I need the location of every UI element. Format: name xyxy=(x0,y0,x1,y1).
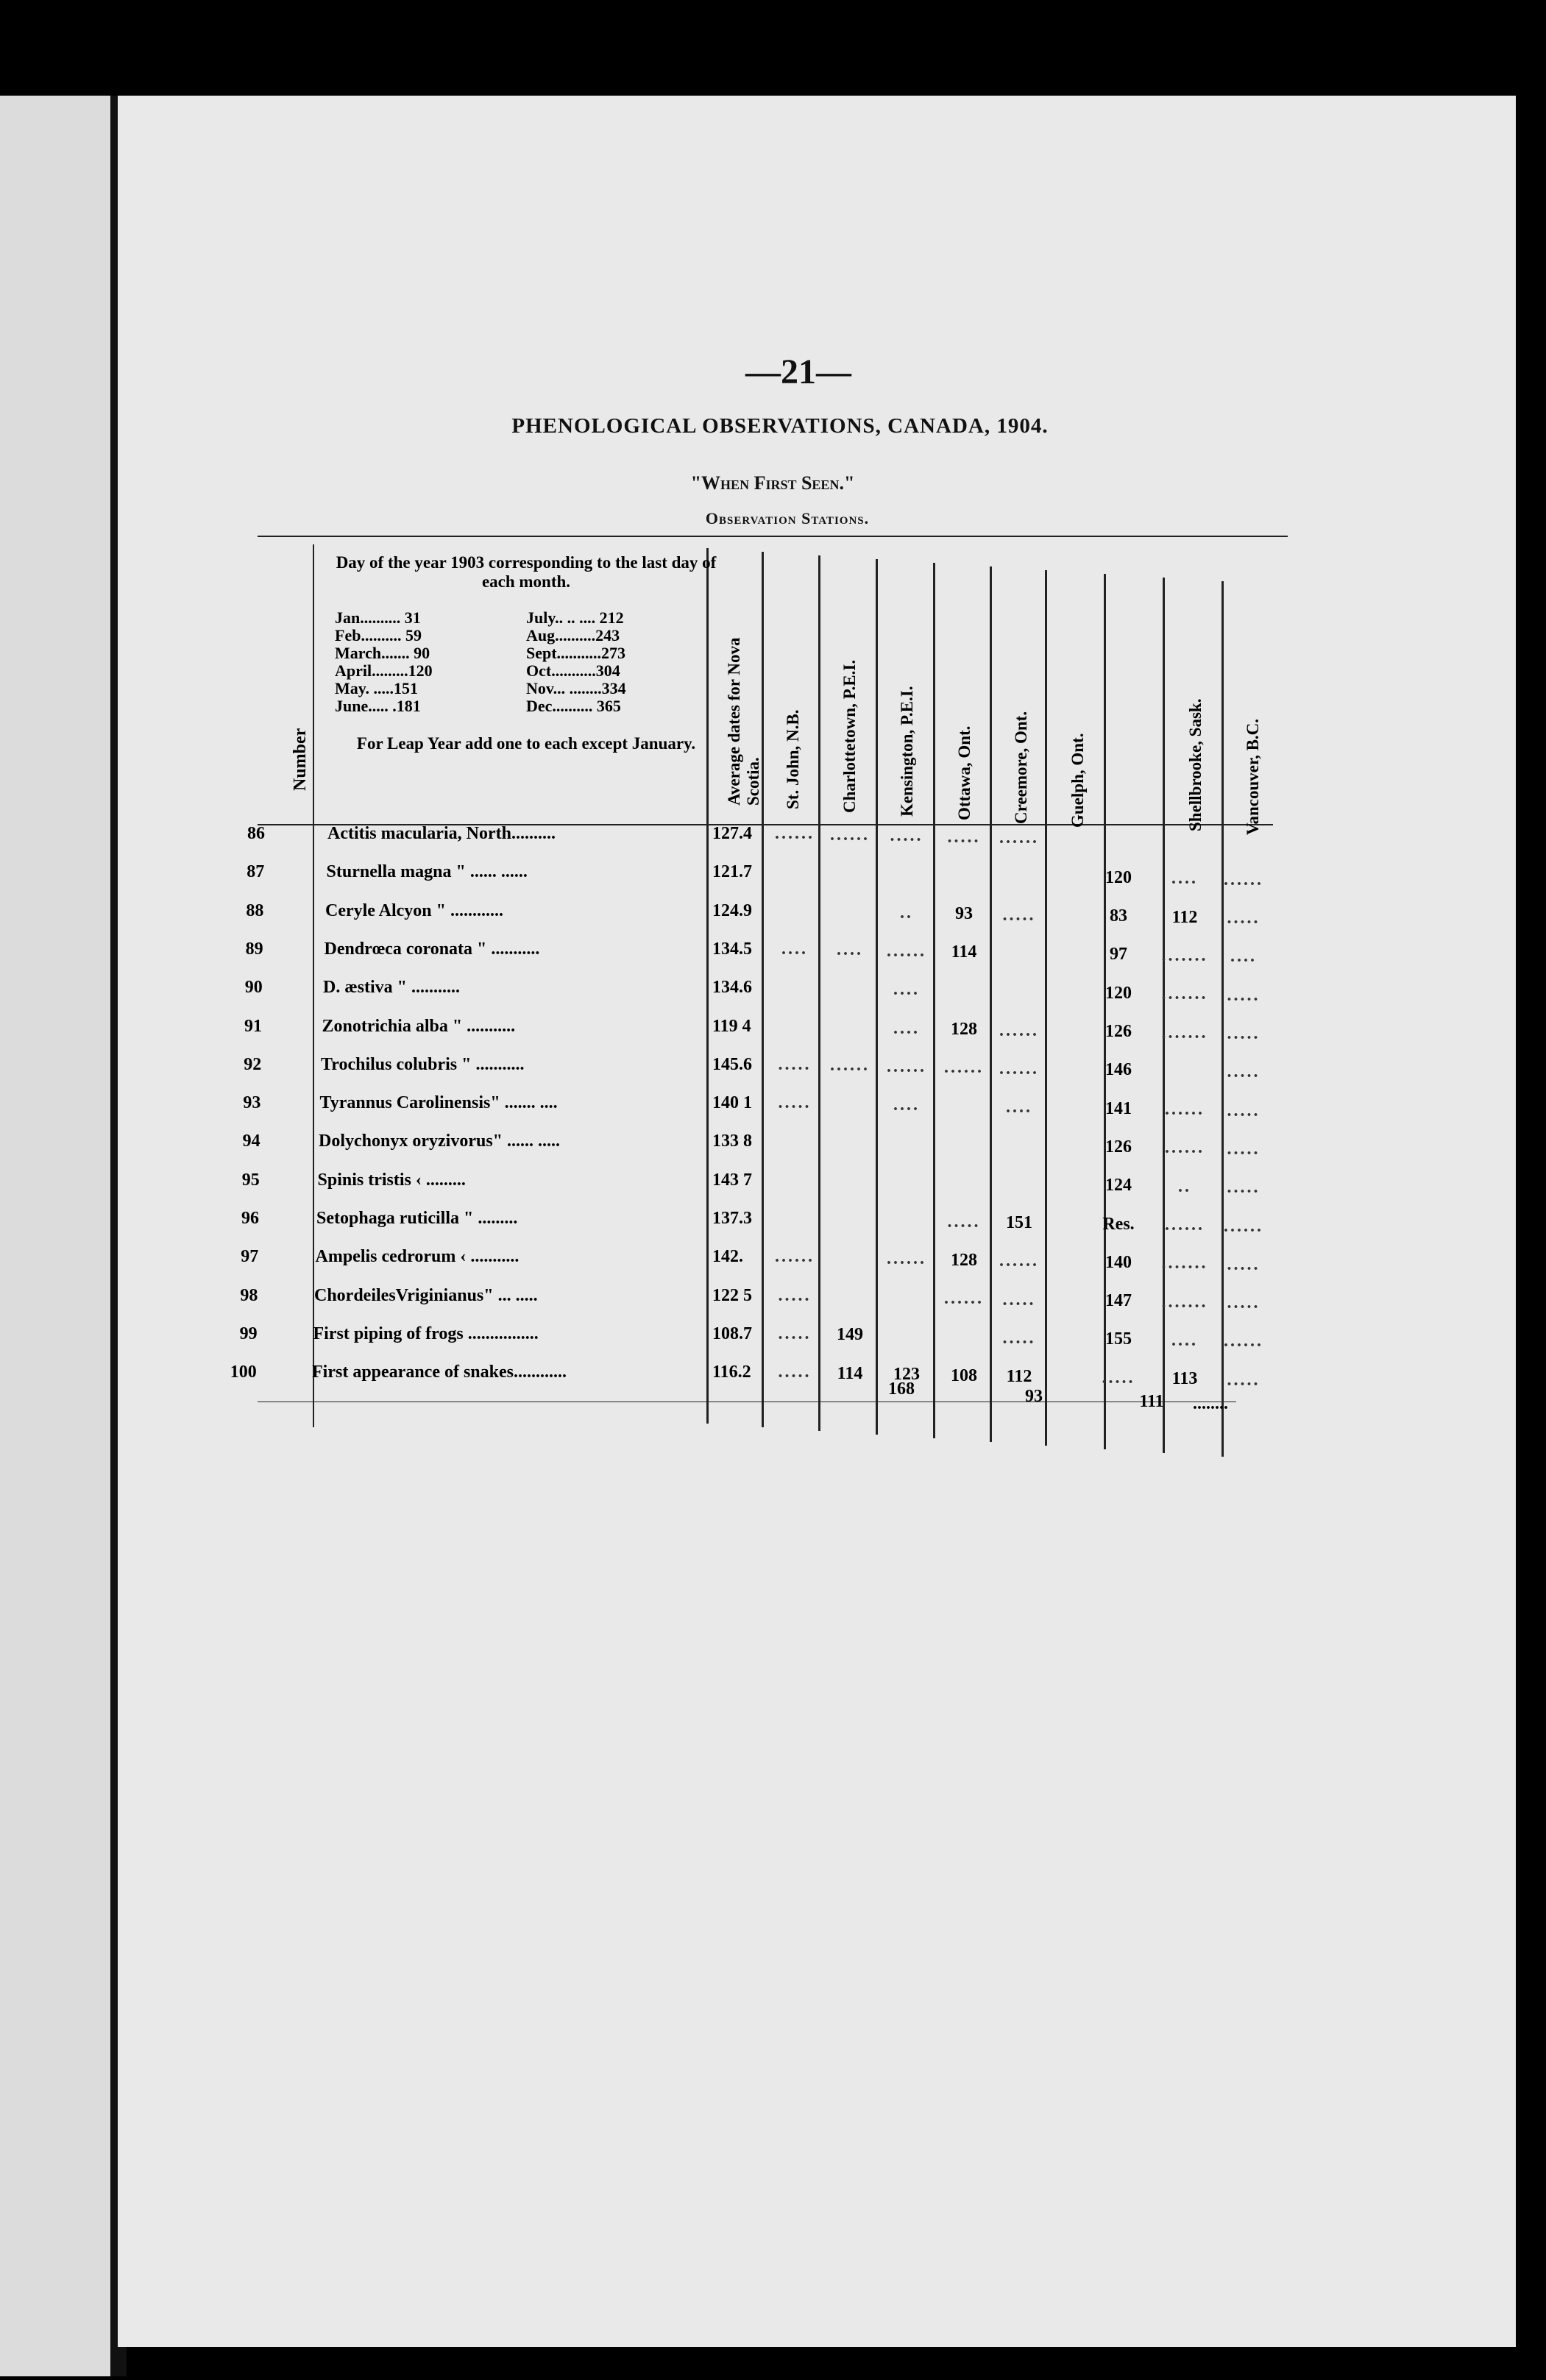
extra-cell: ........ xyxy=(1193,1394,1228,1413)
month-key-entry: Dec.......... 365 xyxy=(526,697,621,715)
station-date-cell: ...... xyxy=(944,1058,984,1078)
table-row xyxy=(0,862,1546,895)
station-date-cell: ....... xyxy=(1161,945,1208,965)
table-row xyxy=(0,1017,1546,1049)
row-number: 89 xyxy=(245,939,263,959)
month-key-grid xyxy=(335,609,717,715)
station-header: Kensington, P.E.I. xyxy=(898,686,916,817)
station-header: Shellbrooke, Sask. xyxy=(1186,698,1205,831)
station-date-cell: ....... xyxy=(1161,1254,1208,1274)
average-date-cell: 127.4 xyxy=(712,824,752,843)
species-name: Ampelis cedrorum ‹ ........... xyxy=(315,1247,520,1267)
table-row xyxy=(0,1055,1546,1087)
station-date-cell: ..... xyxy=(778,1363,812,1382)
station-header: Vancouver, B.C. xyxy=(1244,718,1262,835)
station-date-cell: ...... xyxy=(887,1249,926,1269)
station-date-cell: .... xyxy=(893,1018,920,1038)
station-date-cell: ...... xyxy=(887,941,926,961)
station-date-cell: ..... xyxy=(1227,1024,1260,1043)
species-name: Dolychonyx oryzivorus" ...... ..... xyxy=(319,1132,560,1151)
average-date-cell: 121.7 xyxy=(712,862,752,882)
station-date-cell: ..... xyxy=(1227,1293,1260,1313)
station-date-cell: ...... xyxy=(999,1020,1039,1040)
average-date-cell: 134.5 xyxy=(712,939,752,959)
station-date-cell: ...... xyxy=(775,824,815,843)
month-key-entry: April.........120 xyxy=(335,661,433,680)
station-date-cell: ..... xyxy=(947,827,981,847)
station-date-cell: 120 xyxy=(1105,983,1132,1003)
station-date-cell: .... xyxy=(781,939,808,959)
station-header: St. John, N.B. xyxy=(784,709,802,809)
station-date-cell: .... xyxy=(1006,1098,1032,1118)
station-date-cell: ..... xyxy=(778,1093,812,1113)
average-date-cell: 137.3 xyxy=(712,1209,752,1228)
species-name: Tyrannus Carolinensis" ....... .... xyxy=(319,1093,558,1113)
station-date-cell: ..... xyxy=(1227,1062,1260,1082)
station-date-cell: ...... xyxy=(999,1059,1039,1079)
station-date-cell: 112 xyxy=(1171,907,1198,927)
species-name: Zonotrichia alba " ........... xyxy=(322,1016,516,1036)
row-number: 98 xyxy=(240,1285,258,1305)
species-name: Actitis macularia, North.......... xyxy=(327,824,556,843)
row-number: 95 xyxy=(241,1170,260,1190)
station-date-cell: .... xyxy=(1230,947,1257,967)
species-name: D. æstiva " ........... xyxy=(323,978,460,998)
month-key-entry: Nov... ........334 xyxy=(526,679,626,697)
table-row xyxy=(0,1286,1546,1318)
station-date-cell: 149 xyxy=(837,1325,863,1345)
station-date-cell: 113 xyxy=(1171,1369,1198,1389)
page-title: PHENOLOGICAL OBSERVATIONS, CANADA, 1904. xyxy=(511,414,1049,438)
average-date-cell: 140 1 xyxy=(712,1093,752,1113)
average-date-cell: 116.2 xyxy=(712,1363,751,1382)
station-date-cell: 126 xyxy=(1105,1137,1132,1157)
key-title: Day of the year 1903 corresponding to the last day of each month. xyxy=(336,553,717,591)
month-key-entry: March....... 90 xyxy=(335,644,430,662)
page-number: —21— xyxy=(745,352,851,391)
station-date-cell: ..... xyxy=(1102,1368,1135,1388)
extra-cell: 168 xyxy=(888,1379,915,1399)
species-name: Ceryle Alcyon " ............ xyxy=(325,901,503,920)
station-header: Guelph, Ont. xyxy=(1068,733,1087,828)
month-key-entry: Oct...........304 xyxy=(526,661,620,680)
station-date-cell: Res. xyxy=(1102,1214,1135,1234)
station-date-cell: ...... xyxy=(887,1056,926,1076)
month-key-entry: July.. .. .... 212 xyxy=(526,608,624,627)
species-name: Trochilus colubris " ........... xyxy=(321,1054,525,1074)
species-name: Dendrœca coronata " ........... xyxy=(324,939,540,959)
station-date-cell: .. xyxy=(1178,1176,1191,1196)
station-date-cell: ..... xyxy=(1227,1254,1260,1274)
station-date-cell: 141 xyxy=(1105,1098,1132,1118)
average-date-cell: 122 5 xyxy=(712,1285,752,1305)
station-date-cell: ...... xyxy=(1224,1332,1263,1351)
station-date-cell: ..... xyxy=(947,1212,981,1232)
row-number: 96 xyxy=(241,1209,259,1228)
station-date-cell: 128 xyxy=(951,1250,977,1270)
table-row xyxy=(0,1093,1546,1126)
station-date-cell: 114 xyxy=(837,1363,863,1383)
day-of-year-key xyxy=(335,553,717,753)
station-date-cell: ..... xyxy=(778,1054,812,1074)
station-header: Creemore, Ont. xyxy=(1012,711,1030,824)
station-date-cell: ...... xyxy=(1224,1216,1263,1236)
row-number: 97 xyxy=(241,1247,259,1267)
station-date-cell: ..... xyxy=(1227,985,1260,1005)
number-column-header xyxy=(291,761,320,791)
station-date-cell: ...... xyxy=(830,825,870,845)
station-date-cell: 112 xyxy=(1006,1367,1032,1387)
month-key-entry: May. .....151 xyxy=(335,679,419,697)
table-row xyxy=(0,1324,1546,1357)
table-row xyxy=(0,1171,1546,1203)
station-date-cell: 108 xyxy=(951,1365,977,1385)
station-date-cell: ...... xyxy=(1165,1215,1205,1235)
station-date-cell: ...... xyxy=(1224,870,1263,889)
station-date-cell: ..... xyxy=(1227,909,1260,928)
station-date-cell: ...... xyxy=(999,1251,1039,1271)
species-name: Setophaga ruticilla " ......... xyxy=(316,1209,518,1228)
species-name: ChordeilesVriginianus" ... ..... xyxy=(314,1285,538,1305)
average-date-cell: 145.6 xyxy=(712,1054,752,1074)
table-row xyxy=(0,824,1546,856)
table-row xyxy=(0,939,1546,972)
station-date-cell: .... xyxy=(893,1095,920,1115)
station-date-cell: 120 xyxy=(1105,867,1132,887)
row-number: 100 xyxy=(230,1363,257,1382)
average-date-cell: 142. xyxy=(712,1247,743,1267)
table-row xyxy=(0,1247,1546,1279)
station-date-cell: 83 xyxy=(1110,906,1127,926)
station-date-cell: ....... xyxy=(1161,984,1208,1004)
table-row xyxy=(0,978,1546,1010)
table-row xyxy=(0,1132,1546,1164)
column-rule xyxy=(1163,578,1165,1453)
table-row xyxy=(0,1209,1546,1241)
station-date-cell: 147 xyxy=(1105,1291,1132,1311)
table-row xyxy=(0,1363,1546,1395)
station-date-cell: ...... xyxy=(830,1056,870,1076)
average-date-cell: 143 7 xyxy=(712,1170,752,1190)
station-date-cell: ..... xyxy=(778,1285,812,1305)
table-row xyxy=(0,901,1546,934)
species-name: Spinis tristis ‹ ......... xyxy=(317,1170,466,1190)
subtitle: "When First Seen." xyxy=(690,472,855,494)
station-date-cell: ..... xyxy=(1002,1328,1036,1348)
station-date-cell: ....... xyxy=(1161,1023,1208,1042)
station-date-cell: ..... xyxy=(1227,1139,1260,1159)
average-dates-header: Average dates for Nova Scotia. xyxy=(725,637,762,806)
station-date-cell: ...... xyxy=(1165,1100,1205,1120)
station-date-cell: 151 xyxy=(1006,1213,1032,1232)
station-date-cell: ..... xyxy=(890,826,923,845)
month-key-entry: Aug..........243 xyxy=(526,626,620,644)
station-date-cell: ..... xyxy=(1227,1370,1260,1390)
station-date-cell: ...... xyxy=(1165,1138,1205,1158)
station-date-cell: .... xyxy=(837,940,863,960)
average-date-cell: 108.7 xyxy=(712,1324,752,1343)
station-header: Charlottetown, P.E.I. xyxy=(840,659,859,813)
leap-year-note: For Leap Year add one to each except January. xyxy=(356,734,696,753)
station-date-cell: 126 xyxy=(1105,1022,1132,1041)
month-key-entry: Sept...........273 xyxy=(526,644,626,662)
row-number: 91 xyxy=(244,1016,262,1036)
station-date-cell: ...... xyxy=(999,828,1039,848)
species-name: First appearance of snakes............ xyxy=(312,1363,567,1382)
row-number: 94 xyxy=(242,1132,260,1151)
station-date-cell: ..... xyxy=(1227,1101,1260,1120)
average-date-cell: 124.9 xyxy=(712,901,752,920)
month-key-entry: Feb.......... 59 xyxy=(335,626,422,644)
station-date-cell: ..... xyxy=(1002,1290,1036,1310)
station-date-cell: 124 xyxy=(1105,1176,1132,1196)
month-key-entry: Jan.......... 31 xyxy=(335,608,421,627)
average-date-cell: 133 8 xyxy=(712,1132,752,1151)
average-date-cell: 134.6 xyxy=(712,978,752,998)
station-header: Ottawa, Ont. xyxy=(955,725,974,820)
stations-caption: Observation Stations. xyxy=(705,509,870,527)
station-date-cell: 155 xyxy=(1105,1329,1132,1349)
station-date-cell: ..... xyxy=(1227,1178,1260,1198)
extra-cell: 111 xyxy=(1139,1392,1164,1411)
row-number: 90 xyxy=(244,978,263,998)
station-date-cell: .... xyxy=(1171,1330,1198,1350)
extra-cell: 93 xyxy=(1025,1387,1043,1406)
species-name: First piping of frogs ................ xyxy=(313,1324,539,1343)
row-number: 99 xyxy=(239,1324,258,1343)
station-date-cell: 146 xyxy=(1105,1060,1132,1080)
station-date-cell: .. xyxy=(900,903,913,923)
station-date-cell: 114 xyxy=(951,942,977,962)
station-date-cell: .... xyxy=(1171,869,1198,889)
month-key-entry: June..... .181 xyxy=(335,697,421,715)
row-number: 92 xyxy=(244,1054,262,1074)
station-date-cell: ..... xyxy=(778,1324,812,1343)
station-date-cell: 93 xyxy=(955,904,973,924)
station-date-cell: .... xyxy=(893,980,920,1000)
species-name: Sturnella magna " ...... ...... xyxy=(326,862,528,882)
row-number: 88 xyxy=(246,901,264,920)
station-date-cell: 123 xyxy=(893,1365,920,1385)
station-date-cell: ...... xyxy=(775,1247,815,1267)
station-date-cell: ...... xyxy=(944,1289,984,1309)
row-number: 93 xyxy=(243,1093,261,1113)
station-date-cell: ....... xyxy=(1161,1292,1208,1312)
row-number: 87 xyxy=(247,862,265,882)
table-top-rule xyxy=(258,536,1288,537)
station-date-cell: 128 xyxy=(951,1020,977,1039)
station-date-cell: 97 xyxy=(1110,945,1127,965)
average-date-cell: 119 4 xyxy=(712,1016,751,1036)
row-number: 86 xyxy=(247,824,265,843)
station-date-cell: ..... xyxy=(1002,905,1036,925)
station-date-cell: 140 xyxy=(1105,1252,1132,1272)
